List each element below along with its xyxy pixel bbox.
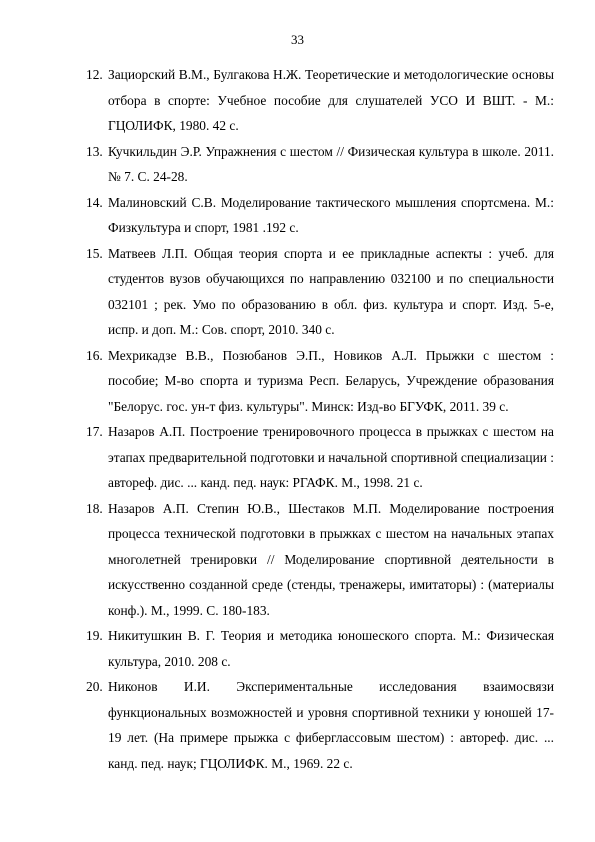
reference-number: 16. (86, 347, 103, 363)
reference-item (86, 496, 554, 624)
reference-number: 13. (86, 143, 103, 159)
reference-item (86, 62, 554, 139)
reference-number: 15. (86, 245, 103, 261)
reference-text: Мехрикадзе В.В., Позюбанов Э.П., Новиков А.Л. Прыжки с шестом : пособие; М-во спорта и туризма Респ. Беларусь, Учреждение образования "Белорус. гос. ун-т физ. культуры". Минск: Изд-во БГУФК, 2011. 39 с. (108, 347, 554, 414)
reference-number: 20. (86, 679, 103, 694)
page-number: 33 (291, 32, 304, 47)
reference-number: 14. (86, 194, 103, 210)
reference-item (86, 139, 554, 190)
reference-text: Зациорский В.М., Булгакова Н.Ж. Теоретические и методологические основы отбора в спорте: Учебное пособие для слушателей УСО И ВШТ. - М.: ГЦОЛИФК, 1980. 42 с. (108, 67, 554, 133)
reference-text: Назаров А.П. Степин Ю.В., Шестаков М.П. Моделирование построения процесса технической подготовки в прыжках с шестом на начальных этапах многолетней тренировки // Моделирование спортивной деятельности в искусственно созданной среде (стенды, тренажеры, имитаторы) : (материалы конф.). М., 1999. С. 180-183. (108, 500, 554, 618)
reference-list (86, 62, 554, 776)
reference-item (86, 419, 554, 496)
reference-number: 18. (86, 500, 103, 516)
reference-text: Никонов И.И. Экспериментальные исследования взаимосвязи функциональных возможностей и уровня спортивной техники у юношей 17-19 лет. (На примере прыжка с фиберглассовым шестом) : автореф. дис. ... канд. пед. наук; ГЦОЛИФК. М., 1969. 22 с. (108, 679, 554, 771)
reference-number: 19. (86, 628, 103, 643)
reference-item (86, 674, 554, 776)
reference-text: Кучкильдин Э.Р. Упражнения с шестом // Физическая культура в школе. 2011. № 7. С. 24-28. (108, 143, 554, 184)
reference-item (86, 623, 554, 674)
reference-text: Малиновский С.В. Моделирование тактического мышления спортсмена. М.: Физкультура и спорт, 1981 .192 с. (108, 194, 554, 235)
reference-text: Назаров А.П. Построение тренировочного процесса в прыжках с шестом на этапах предварительной подготовки и начальной спортивной специализации : автореф. дис. ... канд. пед. наук: РГАФК. М., 1998. 21 с. (108, 424, 554, 490)
reference-number: 17. (86, 424, 103, 439)
reference-item (86, 241, 554, 343)
reference-text: Матвеев Л.П. Общая теория спорта и ее прикладные аспекты : учеб. для студентов вузов обучающихся по направлению 032100 и по специальности 032101 ; рек. Умо по образованию в обл. физ. культура и спорт. Изд. 5-е, испр. и доп. М.: Сов. спорт, 2010. 340 с. (108, 245, 554, 337)
reference-number: 12. (86, 67, 103, 82)
reference-text: Никитушкин В. Г. Теория и методика юношеского спорта. М.: Физическая культура, 2010. 208 с. (108, 628, 554, 669)
reference-item (86, 190, 554, 241)
reference-item (86, 343, 554, 420)
